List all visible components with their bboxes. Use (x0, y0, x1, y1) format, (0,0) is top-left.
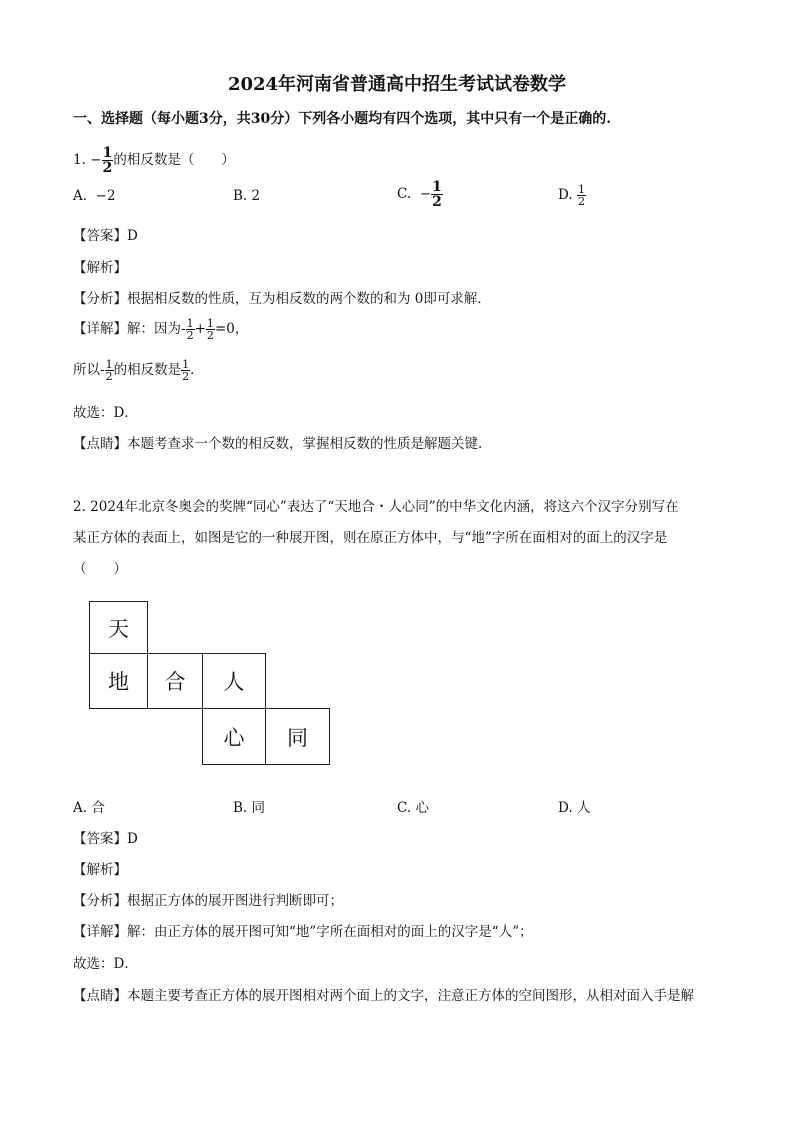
q1-dianjing: 【点睛】本题考查求一个数的相反数，掌握相反数的性质是解题关键． (73, 436, 492, 452)
net-cell-he: 合 (147, 653, 203, 709)
section-heading: 一、选择题（每小题3分，共30分）下列各小题均有四个选项，其中只有一个是正确的. (73, 111, 612, 127)
q1-choice: 故选：D． (73, 405, 138, 421)
net-cell-xin: 心 (202, 708, 266, 765)
net-cell-ren: 人 (202, 653, 266, 709)
q1-fenxi: 【分析】根据相反数的性质，互为相反数的两个数的和为 0即可求解． (73, 291, 491, 307)
q2-xiangjie: 【详解】解：由正方体的展开图可知“地”字所在面相对的面上的汉字是“人”； (73, 924, 533, 940)
q1-fraction: $\frac{1}{2}$ (102, 145, 113, 177)
q1-analysis-heading: 【解析】 (73, 260, 127, 276)
q2-analysis-heading: 【解析】 (73, 862, 127, 878)
q1-number: 1. (73, 152, 86, 169)
q2-option-d: D. 人 (558, 800, 591, 816)
q1-option-d: D. $\frac{1}{2}$ (558, 183, 585, 209)
q1-stem (73, 146, 235, 175)
q2-stem-line3: （ ） (73, 561, 127, 577)
q1-minus: − (90, 152, 102, 169)
q1-stem-text: 的相反数是（ ） (113, 152, 235, 169)
q2-answer: 【答案】D (73, 831, 138, 847)
net-cell-tong: 同 (265, 708, 330, 765)
q1-xiangjie: 【详解】解：因为- $\frac{1}{2}$ + $\frac{1}{2}$ =0， (73, 316, 249, 342)
q1-option-a: A. −2 (73, 188, 116, 204)
q1-suoyi: 所以- $\frac{1}{2}$ 的相反数是 $\frac{1}{2}$ ． (73, 357, 204, 383)
page-title: 2024年河南省普通高中招生考试试卷数学 (227, 74, 567, 95)
q2-choice: 故选：D． (73, 956, 138, 972)
q1-option-b: B. 2 (233, 188, 261, 204)
q2-option-a: A. 合 (73, 800, 105, 816)
q2-dianjing: 【点睛】本题主要考查正方体的展开图相对两个面上的文字，注意正方体的空间图形，从相对面入手是解 (73, 988, 694, 1004)
q2-stem-line2: 某正方体的表面上，如图是它的一种展开图，则在原正方体中，与“地”字所在面相对的面上的汉字是 (73, 530, 668, 546)
net-cell-tian: 天 (89, 601, 148, 654)
q2-stem-line1: 2. 2024年北京冬奥会的奖牌“同心”表达了“天地合・人心同”的中华文化内涵，将这六个汉字分别写在 (73, 499, 679, 515)
q2-fenxi: 【分析】根据正方体的展开图进行判断即可； (73, 893, 343, 909)
q1-answer: 【答案】D (73, 228, 138, 244)
net-cell-di: 地 (89, 653, 148, 709)
q1-option-c: C. − $\frac{1}{2}$ (397, 179, 442, 211)
q2-option-c: C. 心 (397, 800, 429, 816)
q2-option-b: B. 同 (233, 800, 266, 816)
